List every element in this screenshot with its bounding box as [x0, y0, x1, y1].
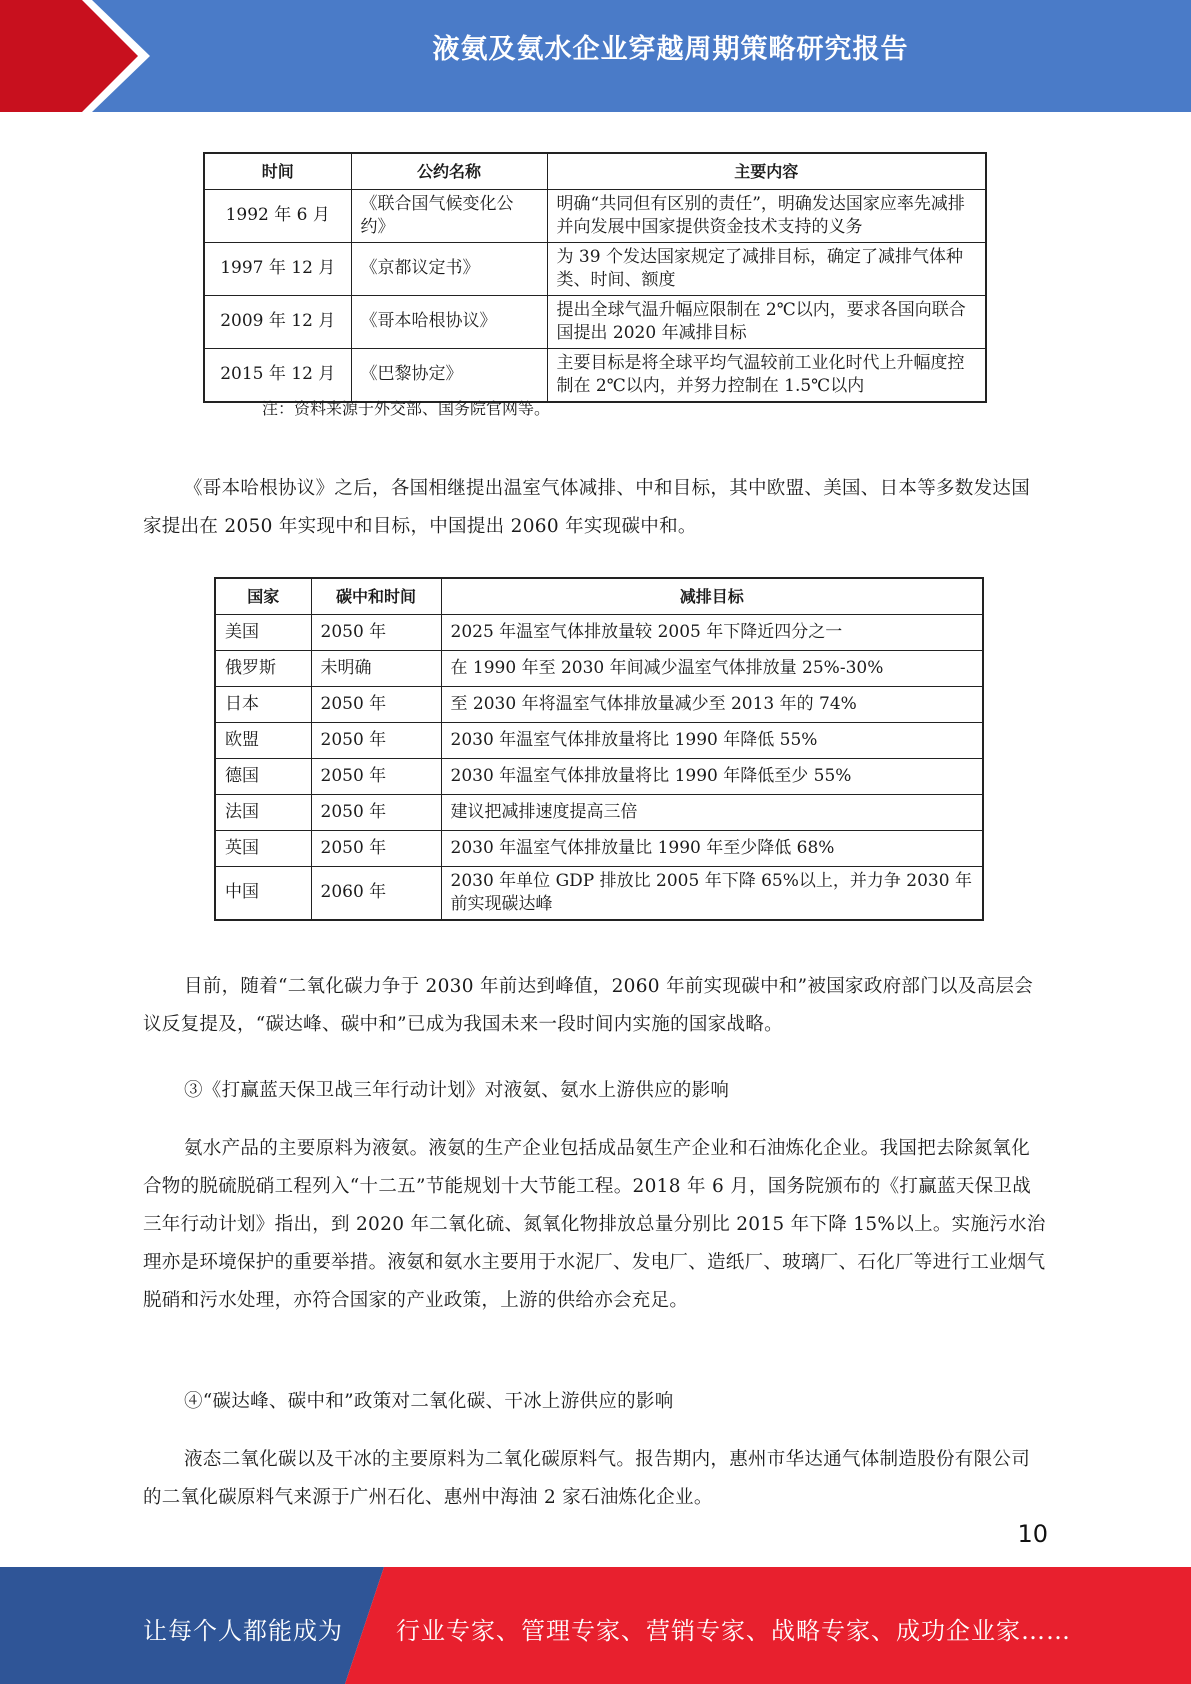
table-header-target: 减排目标 — [441, 578, 983, 614]
cell-neutral-time: 2050 年 — [311, 794, 441, 830]
cell-content: 为 39 个发达国家规定了减排目标，确定了减排气体种类、时间、额度 — [547, 242, 986, 295]
cell-time: 1997 年 12 月 — [204, 242, 351, 295]
cell-country: 美国 — [215, 614, 311, 650]
table-row — [215, 614, 983, 650]
cell-country: 英国 — [215, 830, 311, 866]
header-chevron-icon — [0, 0, 160, 112]
cell-neutral-time: 2050 年 — [311, 722, 441, 758]
cell-target: 建议把减排速度提高三倍 — [441, 794, 983, 830]
table-header-country: 国家 — [215, 578, 311, 614]
cell-country: 中国 — [215, 866, 311, 920]
cell-neutral-time: 2050 年 — [311, 830, 441, 866]
table-row — [204, 295, 986, 348]
section-heading: ③《打赢蓝天保卫战三年行动计划》对液氨、氨水上游供应的影响 — [184, 1080, 730, 1101]
carbon-neutral-table — [214, 577, 984, 921]
cell-country: 德国 — [215, 758, 311, 794]
table-row — [215, 866, 983, 920]
cell-target: 2030 年温室气体排放量将比 1990 年降低至少 55% — [441, 758, 983, 794]
cell-time: 2015 年 12 月 — [204, 348, 351, 402]
cell-convention: 《京都议定书》 — [351, 242, 547, 295]
footer-slogan-left: 让每个人都能成为 — [143, 1617, 343, 1645]
cell-target: 2030 年温室气体排放量比 1990 年至少降低 68% — [441, 830, 983, 866]
cell-convention: 《哥本哈根协议》 — [351, 295, 547, 348]
table-header-neutral-time: 碳中和时间 — [311, 578, 441, 614]
paragraph: 液态二氧化碳以及干冰的主要原料为二氧化碳原料气。报告期内，惠州市华达通气体制造股份有限公司的二氧化碳原料气来源于广州石化、惠州中海油 2 家石油炼化企业。 — [143, 1449, 1031, 1508]
cell-country: 法国 — [215, 794, 311, 830]
cell-country: 日本 — [215, 686, 311, 722]
table-header-content: 主要内容 — [547, 153, 986, 189]
cell-neutral-time: 2050 年 — [311, 614, 441, 650]
cell-convention: 《联合国气候变化公约》 — [351, 189, 547, 242]
page-number: 10 — [1017, 1520, 1048, 1548]
table-source-note: 注：资料来源于外交部、国务院官网等。 — [262, 399, 551, 418]
cell-content: 明确“共同但有区别的责任”，明确发达国家应率先减排并向发展中国家提供资金技术支持的义务 — [547, 189, 986, 242]
cell-neutral-time: 2050 年 — [311, 686, 441, 722]
cell-convention: 《巴黎协定》 — [351, 348, 547, 402]
table-row — [215, 830, 983, 866]
cell-target: 2025 年温室气体排放量较 2005 年下降近四分之一 — [441, 614, 983, 650]
section-heading: ④“碳达峰、碳中和”政策对二氧化碳、干冰上游供应的影响 — [184, 1391, 674, 1412]
cell-target: 在 1990 年至 2030 年间减少温室气体排放量 25%-30% — [441, 650, 983, 686]
table-row — [204, 242, 986, 295]
paragraph: 氨水产品的主要原料为液氨。液氨的生产企业包括成品氨生产企业和石油炼化企业。我国把去除氮氧化合物的脱硫脱硝工程列入“十二五”节能规划十大节能工程。2018 年 6 月，国务院颁布的《打赢蓝天保卫战三年行动计划》指出，到 2020 年二氧化硫、氮氧化物排放总量分别比 2015 年下降 15%以上。实施污水治理亦是环境保护的重要举措。液氨和氨水主要用于水泥厂、发电厂、造纸厂、玻璃厂、石化厂等进行工业烟气脱硝和污水处理，亦符合国家的产业政策，上游的供给亦会充足。 — [143, 1138, 1046, 1311]
cell-country: 欧盟 — [215, 722, 311, 758]
cell-content: 主要目标是将全球平均气温较前工业化时代上升幅度控制在 2℃以内，并努力控制在 1.5℃以内 — [547, 348, 986, 402]
cell-target: 至 2030 年将温室气体排放量减少至 2013 年的 74% — [441, 686, 983, 722]
table-row — [215, 650, 983, 686]
cell-neutral-time: 2060 年 — [311, 866, 441, 920]
table-header-time: 时间 — [204, 153, 351, 189]
cell-neutral-time: 未明确 — [311, 650, 441, 686]
cell-time: 2009 年 12 月 — [204, 295, 351, 348]
footer-slogan-right: 行业专家、管理专家、营销专家、战略专家、成功企业家…… — [396, 1617, 1071, 1645]
paragraph: 目前，随着“二氧化碳力争于 2030 年前达到峰值，2060 年前实现碳中和”被国家政府部门以及高层会议反复提及，“碳达峰、碳中和”已成为我国未来一段时间内实施的国家战略。 — [143, 976, 1034, 1035]
report-title: 液氨及氨水企业穿越周期策略研究报告 — [432, 34, 909, 65]
cell-target: 2030 年单位 GDP 排放比 2005 年下降 65%以上，并力争 2030 年前实现碳达峰 — [441, 866, 983, 920]
table-row — [204, 189, 986, 242]
table-row — [204, 348, 986, 402]
conventions-table — [203, 152, 987, 403]
table-row — [215, 758, 983, 794]
paragraph: 《哥本哈根协议》之后，各国相继提出温室气体减排、中和目标，其中欧盟、美国、日本等多数发达国家提出在 2050 年实现中和目标，中国提出 2060 年实现碳中和。 — [143, 478, 1031, 537]
cell-target: 2030 年温室气体排放量将比 1990 年降低 55% — [441, 722, 983, 758]
table-row — [215, 794, 983, 830]
table-header-convention: 公约名称 — [351, 153, 547, 189]
table-row — [215, 686, 983, 722]
cell-time: 1992 年 6 月 — [204, 189, 351, 242]
cell-country: 俄罗斯 — [215, 650, 311, 686]
cell-neutral-time: 2050 年 — [311, 758, 441, 794]
table-row — [215, 722, 983, 758]
page-header — [0, 0, 1191, 112]
cell-content: 提出全球气温升幅应限制在 2℃以内，要求各国向联合国提出 2020 年减排目标 — [547, 295, 986, 348]
